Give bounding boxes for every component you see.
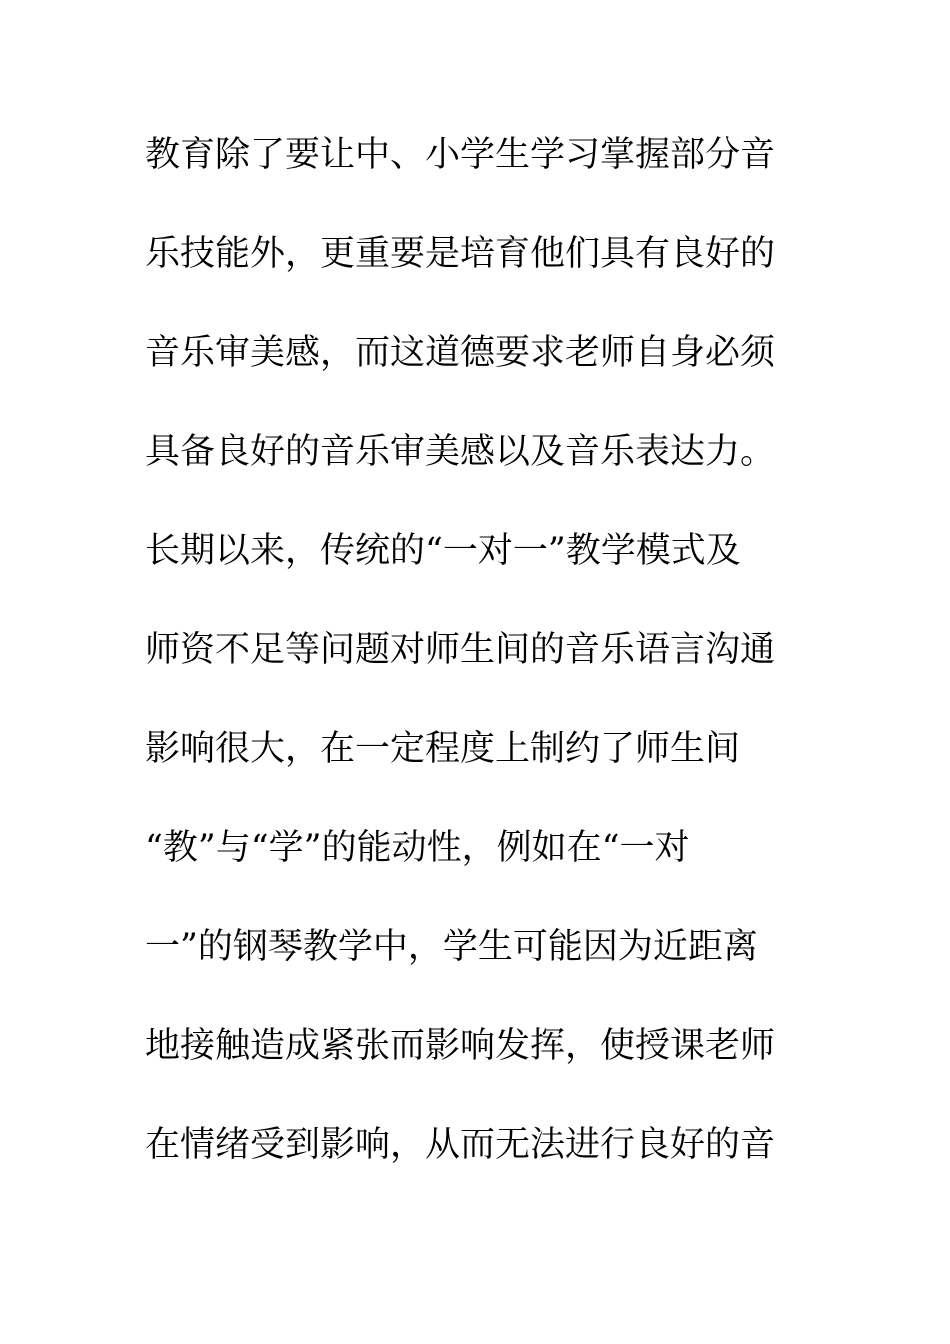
- text-line-7: 影响很大，在一定程度上制约了师生间: [145, 729, 741, 769]
- text-line-10: 地接触造成紧张而影响发挥，使授课老师: [145, 1026, 776, 1066]
- body-paragraph: [145, 124, 795, 1213]
- text-line-3: 音乐审美感，而这道德要求老师自身必须: [145, 333, 776, 373]
- text-line-4: 具备良好的音乐审美感以及音乐表达力。: [145, 432, 776, 472]
- text-line-2: 乐技能外，更重要是培育他们具有良好的: [145, 234, 776, 274]
- text-line-6: 师资不足等问题对师生间的音乐语言沟通: [145, 630, 776, 670]
- text-line-8: “教”与“学”的能动性，例如在“一对: [145, 828, 690, 868]
- text-line-9: 一”的钢琴教学中，学生可能因为近距离: [145, 927, 758, 967]
- text-line-11: 在情绪受到影响，从而无法进行良好的音: [145, 1125, 776, 1165]
- text-line-1: 教育除了要让中、小学生学习掌握部分音: [145, 135, 776, 175]
- text-line-5: 长期以来，传统的“一对一”教学模式及: [145, 531, 741, 571]
